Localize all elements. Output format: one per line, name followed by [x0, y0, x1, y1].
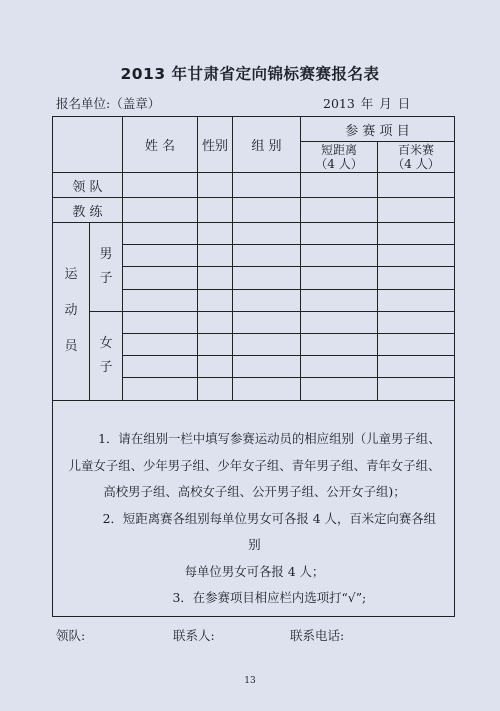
- cell-input[interactable]: [301, 267, 378, 289]
- header-event-short: [301, 142, 378, 173]
- cell-input[interactable]: [233, 356, 301, 378]
- event-short-name: 短距离: [320, 143, 357, 157]
- cell-input[interactable]: [301, 173, 378, 198]
- event-100m-name: 百米赛: [397, 143, 434, 157]
- cell-input[interactable]: [198, 267, 233, 289]
- cell-input[interactable]: [301, 198, 378, 223]
- athletes-char: 运: [64, 267, 78, 283]
- cell-input[interactable]: [301, 311, 378, 333]
- cell-input[interactable]: [198, 245, 233, 267]
- cell-input[interactable]: [198, 173, 233, 198]
- cell-input[interactable]: [378, 311, 455, 333]
- cell-input[interactable]: [233, 223, 301, 245]
- note-line: 每单位男女可各报 4 人；: [184, 563, 325, 579]
- athletes-char: 员: [64, 339, 78, 355]
- cell-input[interactable]: [123, 245, 198, 267]
- cell-input[interactable]: [198, 198, 233, 223]
- registration-table: [52, 116, 455, 617]
- cell-input[interactable]: [233, 245, 301, 267]
- cell-input[interactable]: [123, 356, 198, 378]
- cell-input[interactable]: [123, 173, 198, 198]
- cell-input[interactable]: [123, 311, 198, 333]
- cell-input[interactable]: [378, 378, 455, 400]
- cell-input[interactable]: [378, 333, 455, 355]
- notes-cell: [53, 400, 455, 616]
- cell-input[interactable]: [378, 198, 455, 223]
- cell-input[interactable]: [378, 245, 455, 267]
- note-line: 高校男子组、高校女子组、公开男子组、公开女子组)；: [103, 484, 406, 500]
- note-line: 1．请在组别一栏中填写参赛运动员的相应组别（儿童男子组、: [98, 431, 441, 447]
- event-short-quota: （4 人）: [315, 157, 363, 171]
- male-char: 男: [99, 246, 113, 262]
- athletes-label: [53, 223, 90, 401]
- cell-input[interactable]: [378, 289, 455, 311]
- page-number: 13: [244, 676, 256, 686]
- event-100m-quota: （4 人）: [392, 157, 440, 171]
- cell-input[interactable]: [301, 289, 378, 311]
- corner-cell: [53, 117, 123, 173]
- header-group: 组 别: [233, 117, 301, 173]
- header-gender: 性别: [198, 117, 233, 173]
- cell-input[interactable]: [301, 245, 378, 267]
- note-line: 2．短距离赛各组别每单位男女可各报 4 人，百米定向赛各组别: [102, 510, 437, 553]
- date-label: 2013 年 月 日: [323, 96, 411, 111]
- notes-block: [53, 404, 454, 612]
- cell-input[interactable]: [233, 311, 301, 333]
- note-line: 3．在参赛项目相应栏内选项打“√”;: [172, 590, 367, 606]
- cell-input[interactable]: [198, 289, 233, 311]
- male-char: 子: [99, 270, 113, 286]
- cell-input[interactable]: [233, 378, 301, 400]
- cell-input[interactable]: [123, 333, 198, 355]
- male-label: [90, 223, 123, 312]
- cell-input[interactable]: [198, 311, 233, 333]
- unit-label: 报名单位:（盖章）: [56, 96, 161, 111]
- row-coach-label: 教 练: [53, 198, 123, 223]
- cell-input[interactable]: [233, 289, 301, 311]
- cell-input[interactable]: [198, 333, 233, 355]
- cell-input[interactable]: [301, 223, 378, 245]
- row-leader-label: 领 队: [53, 173, 123, 198]
- cell-input[interactable]: [301, 356, 378, 378]
- cell-input[interactable]: [233, 198, 301, 223]
- header-events: 参 赛 项 目: [301, 117, 455, 142]
- cell-input[interactable]: [378, 356, 455, 378]
- female-char: 女: [99, 335, 113, 351]
- footer-phone-label: 联系电话:: [290, 628, 345, 643]
- header-name: 姓 名: [123, 117, 198, 173]
- cell-input[interactable]: [301, 333, 378, 355]
- cell-input[interactable]: [233, 333, 301, 355]
- cell-input[interactable]: [378, 173, 455, 198]
- cell-input[interactable]: [233, 173, 301, 198]
- cell-input[interactable]: [123, 198, 198, 223]
- female-label: [90, 311, 123, 400]
- header-event-100m: [378, 142, 455, 173]
- cell-input[interactable]: [123, 267, 198, 289]
- female-char: 子: [99, 359, 113, 375]
- cell-input[interactable]: [198, 356, 233, 378]
- cell-input[interactable]: [198, 223, 233, 245]
- cell-input[interactable]: [233, 267, 301, 289]
- cell-input[interactable]: [378, 267, 455, 289]
- form-title: 2013 年甘肃省定向锦标赛赛报名表: [120, 65, 380, 83]
- athletes-char: 动: [64, 303, 78, 319]
- cell-input[interactable]: [198, 378, 233, 400]
- note-line: 儿童女子组、少年男子组、少年女子组、青年男子组、青年女子组、: [68, 457, 441, 473]
- cell-input[interactable]: [301, 378, 378, 400]
- cell-input[interactable]: [123, 289, 198, 311]
- footer-leader-label: 领队:: [56, 628, 86, 643]
- footer-contact-label: 联系人:: [173, 628, 215, 643]
- cell-input[interactable]: [123, 223, 198, 245]
- cell-input[interactable]: [378, 223, 455, 245]
- cell-input[interactable]: [123, 378, 198, 400]
